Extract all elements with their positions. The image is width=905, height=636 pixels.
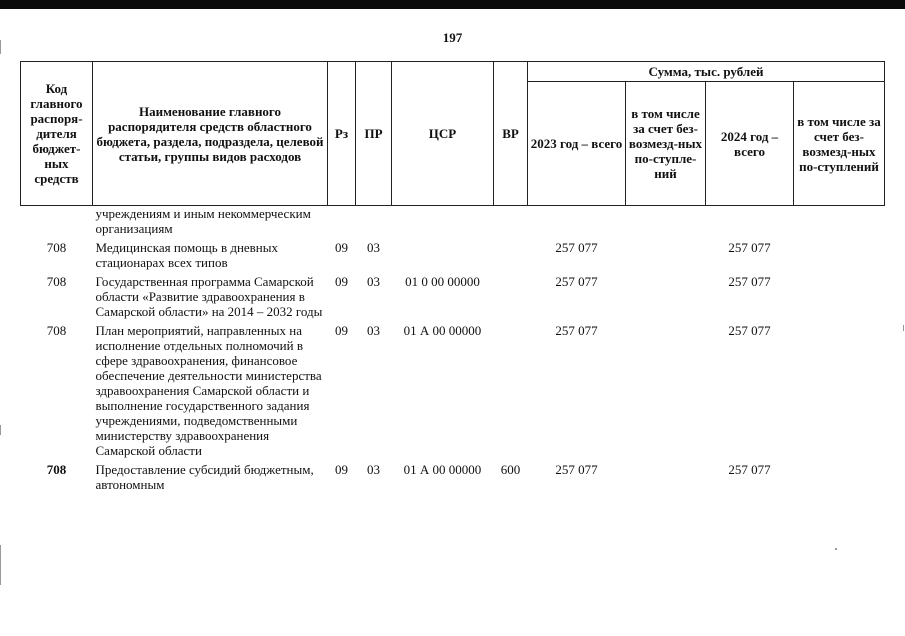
row-name: Государственная программа Самарской области «Развитие здравоохранения в Самарской области» на 2014 – 2032 годы [95, 274, 323, 319]
row-csr: 01 0 00 00000 [405, 274, 480, 289]
row-2023-free [626, 462, 706, 492]
row-rz: 09 [335, 274, 348, 289]
header-2023-total: 2023 год – всего [528, 82, 626, 206]
row-name: Медицинская помощь в дневных стационарах всех типов [95, 240, 279, 270]
row-2023-total [528, 206, 626, 237]
row-csr: 01 А 00 00000 [403, 462, 482, 477]
page-number: 197 [442, 30, 463, 45]
header-code: Код главного распоря-дителя бюджет-ных средств [21, 62, 93, 206]
row-2023-total: 257 077 [555, 274, 598, 289]
row-csr [392, 206, 494, 237]
header-name: Наименование главного распорядителя средств областного бюджета, раздела, подраздела, целевой статьи, группы видов расходов [93, 62, 328, 206]
row-name: учреждениям и иным некоммерческим организациям [95, 206, 311, 236]
table-row [21, 240, 885, 270]
row-pr: 03 [367, 240, 380, 255]
table-row [21, 206, 885, 237]
row-2023-free [626, 274, 706, 319]
row-vr [494, 240, 528, 270]
scan-artifact [0, 425, 1, 435]
row-2023-total: 257 077 [555, 462, 598, 477]
table-row [21, 323, 885, 458]
scan-artifact [903, 325, 904, 331]
row-pr: 03 [367, 462, 380, 477]
row-rz [328, 206, 356, 237]
row-2023-free [626, 206, 706, 237]
row-2024-free [794, 462, 885, 492]
table-row [21, 462, 885, 492]
row-code: 708 [46, 274, 67, 289]
row-pr: 03 [367, 274, 380, 289]
table-row [21, 274, 885, 319]
header-2023-free: в том числе за счет без-возмезд-ных по-ступле-ний [626, 82, 706, 206]
header-vr: ВР [494, 62, 528, 206]
row-vr [494, 206, 528, 237]
row-2024-total: 257 077 [728, 274, 771, 289]
row-rz: 09 [335, 462, 348, 477]
header-sum-group: Сумма, тыс. рублей [528, 62, 885, 82]
row-pr: 03 [367, 323, 380, 338]
row-2023-total: 257 077 [555, 323, 598, 338]
row-vr [494, 323, 528, 458]
row-rz: 09 [335, 240, 348, 255]
row-code: 708 [46, 323, 67, 338]
header-csr: ЦСР [392, 62, 494, 206]
scan-artifact [0, 40, 1, 54]
row-2024-total: 257 077 [728, 240, 771, 255]
scan-artifact [0, 545, 1, 585]
row-2023-total: 257 077 [555, 240, 598, 255]
row-vr [494, 274, 528, 319]
row-2024-total [706, 206, 794, 237]
header-2024-free: в том числе за счет без-возмезд-ных по-ступлений [794, 82, 885, 206]
row-2023-free [626, 323, 706, 458]
row-2024-total: 257 077 [728, 323, 771, 338]
row-csr: 01 А 00 00000 [403, 323, 482, 338]
row-2024-free [794, 240, 885, 270]
row-code: 708 [46, 462, 67, 477]
header-pr: ПР [356, 62, 392, 206]
row-2024-free [794, 206, 885, 237]
row-name: Предоставление субсидий бюджетным, автономным [95, 462, 314, 492]
budget-table [20, 61, 885, 492]
header-2024-total: 2024 год – всего [706, 82, 794, 206]
row-2024-total: 257 077 [728, 462, 771, 477]
row-2024-free [794, 323, 885, 458]
row-vr: 600 [500, 462, 521, 477]
page-top-border [0, 0, 905, 9]
scan-artifact [835, 548, 837, 550]
row-name: План мероприятий, направленных на исполнение отдельных полномочий в сфере здравоохранения, финансовое обеспечение деятельности министерства здравоохранения Самарской области и выполнение государственного задания учреждениями, подведомственными министерству здравоохранения Самарской области [95, 323, 322, 458]
row-code [21, 206, 93, 237]
row-pr [356, 206, 392, 237]
row-2023-free [626, 240, 706, 270]
row-csr [392, 240, 494, 270]
row-2024-free [794, 274, 885, 319]
header-rz: Рз [328, 62, 356, 206]
row-code: 708 [46, 240, 67, 255]
row-rz: 09 [335, 323, 348, 338]
